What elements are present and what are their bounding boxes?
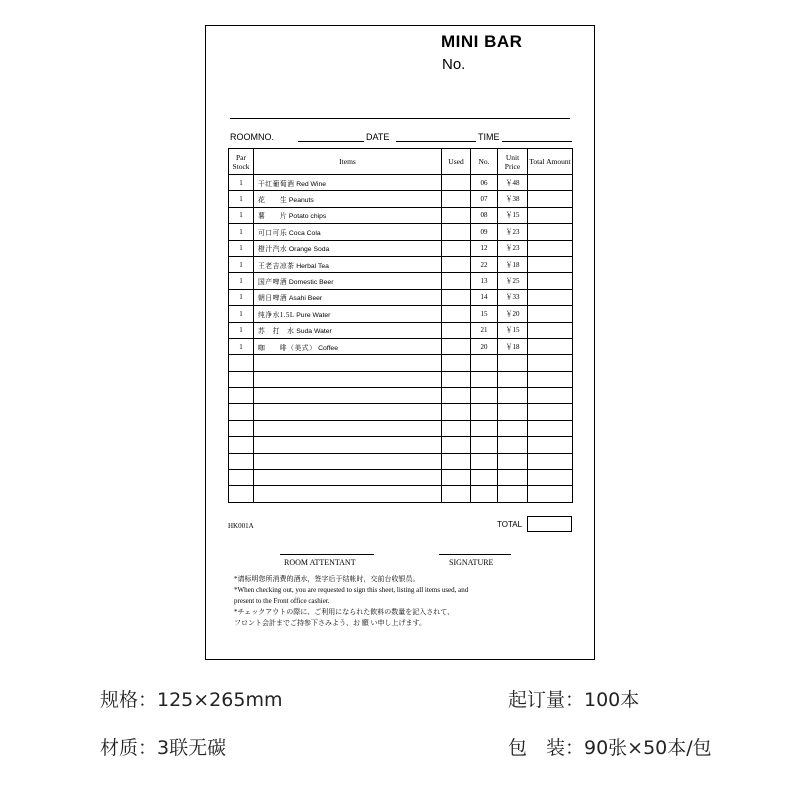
cell-used[interactable] — [442, 404, 471, 420]
cell-item[interactable] — [254, 470, 442, 486]
cell-no — [471, 355, 498, 371]
item-name-cn: 干红葡萄酒 — [258, 180, 295, 188]
cell-unit-price — [498, 453, 528, 469]
cell-unit-price — [498, 486, 528, 502]
table-row — [229, 486, 573, 502]
item-name-en: Potato chips — [288, 213, 327, 221]
note-line: *请标明您所消费的酒水，签字后于结帐时，交前台收银员。 — [234, 575, 420, 583]
item-name-cn: 可口可乐 — [258, 229, 288, 237]
minibar-form — [205, 25, 595, 660]
cell-used[interactable] — [442, 240, 471, 256]
cell-used[interactable] — [442, 338, 471, 354]
cell-unit-price: ￥48 — [498, 175, 528, 191]
cell-used[interactable] — [442, 470, 471, 486]
cell-par-stock — [229, 437, 254, 453]
cell-par-stock — [229, 486, 254, 502]
spec-size: 规格：125×265mm — [100, 689, 283, 711]
table-row — [229, 240, 573, 256]
cell-total-amount[interactable] — [528, 404, 573, 420]
table-row — [229, 191, 573, 207]
cell-total-amount[interactable] — [528, 338, 573, 354]
table-row — [229, 207, 573, 223]
cell-no: 15 — [471, 306, 498, 322]
cell-no: 07 — [471, 191, 498, 207]
cell-no — [471, 420, 498, 436]
spec-min-order: 起订量：100本 — [508, 689, 640, 711]
cell-item — [254, 207, 442, 223]
cell-used[interactable] — [442, 273, 471, 289]
cell-unit-price: ￥33 — [498, 289, 528, 305]
cell-unit-price — [498, 420, 528, 436]
cell-used[interactable] — [442, 371, 471, 387]
cell-unit-price — [498, 371, 528, 387]
cell-item[interactable] — [254, 437, 442, 453]
cell-no: 08 — [471, 207, 498, 223]
cell-unit-price: ￥18 — [498, 256, 528, 272]
cell-used[interactable] — [442, 256, 471, 272]
cell-item[interactable] — [254, 355, 442, 371]
cell-unit-price — [498, 437, 528, 453]
cell-item[interactable] — [254, 453, 442, 469]
cell-total-amount[interactable] — [528, 240, 573, 256]
note-line: *When checking out, you are requested to sign this sheet, listing all items used, and — [234, 586, 469, 594]
cell-unit-price: ￥25 — [498, 273, 528, 289]
cell-item[interactable] — [254, 420, 442, 436]
room-attendant-line — [280, 554, 374, 555]
item-name-en: Suda Water — [296, 328, 332, 336]
date-line — [396, 141, 476, 142]
cell-unit-price — [498, 388, 528, 404]
cell-item — [254, 191, 442, 207]
item-name-cn: 薯 片 — [258, 213, 288, 221]
table-header-row — [229, 149, 573, 175]
table-row — [229, 256, 573, 272]
cell-item — [254, 306, 442, 322]
cell-no — [471, 453, 498, 469]
cell-unit-price: ￥15 — [498, 322, 528, 338]
item-name-cn: 咖 啡（美式） — [258, 344, 317, 352]
cell-unit-price: ￥23 — [498, 224, 528, 240]
title-divider — [230, 118, 570, 119]
cell-no: 20 — [471, 338, 498, 354]
item-name-cn: 纯净水1.5L — [258, 311, 295, 319]
cell-par-stock: 1 — [229, 322, 254, 338]
cell-par-stock — [229, 371, 254, 387]
cell-item[interactable] — [254, 486, 442, 502]
cell-total-amount[interactable] — [528, 322, 573, 338]
item-name-en: Asahi Beer — [288, 295, 323, 303]
header-no: No. — [471, 149, 498, 175]
cell-item[interactable] — [254, 371, 442, 387]
form-title: MINI BAR — [441, 32, 523, 51]
cell-total-amount[interactable] — [528, 191, 573, 207]
time-line — [502, 141, 572, 142]
signature-line — [439, 554, 511, 555]
item-name-en: Pure Water — [296, 311, 331, 319]
cell-item — [254, 175, 442, 191]
cell-total-amount[interactable] — [528, 224, 573, 240]
cell-unit-price: ￥18 — [498, 338, 528, 354]
item-name-en: Domestic Beer — [288, 279, 334, 287]
notes-block — [234, 574, 574, 629]
items-table — [228, 148, 573, 503]
spec-material: 材质：3联无碳 — [100, 737, 227, 759]
cell-no — [471, 404, 498, 420]
table-row — [229, 371, 573, 387]
cell-used[interactable] — [442, 420, 471, 436]
time-label: TIME — [478, 132, 500, 142]
table-row — [229, 306, 573, 322]
cell-total-amount[interactable] — [528, 437, 573, 453]
item-name-cn: 国产啤酒 — [258, 279, 288, 287]
form-number-label: No. — [442, 56, 466, 73]
table-row — [229, 470, 573, 486]
cell-item — [254, 322, 442, 338]
cell-item — [254, 273, 442, 289]
cell-par-stock: 1 — [229, 338, 254, 354]
cell-item — [254, 240, 442, 256]
cell-no: 14 — [471, 289, 498, 305]
note-line: フロント会計までご持参下さみよう、お 願 い申し上げます。 — [234, 619, 426, 627]
table-row — [229, 388, 573, 404]
cell-total-amount[interactable] — [528, 388, 573, 404]
item-name-en: Peanuts — [288, 197, 314, 205]
cell-par-stock: 1 — [229, 224, 254, 240]
cell-used[interactable] — [442, 207, 471, 223]
note-line: present to the Front office cashier. — [234, 597, 330, 605]
cell-total-amount[interactable] — [528, 486, 573, 502]
cell-no: 21 — [471, 322, 498, 338]
table-row — [229, 355, 573, 371]
header-par-stock: Par Stock — [229, 149, 254, 175]
cell-unit-price: ￥23 — [498, 240, 528, 256]
cell-par-stock: 1 — [229, 306, 254, 322]
cell-item[interactable] — [254, 404, 442, 420]
table-row — [229, 404, 573, 420]
spec-packing: 包 装：90张×50本/包 — [508, 737, 712, 759]
room-attendant-label: ROOM ATTENTANT — [284, 558, 356, 567]
cell-no: 13 — [471, 273, 498, 289]
cell-no — [471, 437, 498, 453]
cell-total-amount[interactable] — [528, 273, 573, 289]
cell-used[interactable] — [442, 486, 471, 502]
table-row — [229, 224, 573, 240]
cell-unit-price — [498, 470, 528, 486]
note-line: *チェックアウトの際に、ご利用になられた飲料の数量を記入されて、 — [234, 608, 455, 616]
cell-unit-price — [498, 404, 528, 420]
cell-par-stock — [229, 388, 254, 404]
cell-par-stock: 1 — [229, 191, 254, 207]
table-row — [229, 453, 573, 469]
cell-par-stock: 1 — [229, 256, 254, 272]
header-total-amount: Total Amount — [528, 149, 573, 175]
item-name-en: Orange Soda — [288, 246, 330, 254]
cell-used[interactable] — [442, 437, 471, 453]
cell-total-amount[interactable] — [528, 207, 573, 223]
cell-item — [254, 338, 442, 354]
cell-unit-price: ￥20 — [498, 306, 528, 322]
cell-par-stock — [229, 470, 254, 486]
total-amount-box[interactable] — [527, 516, 572, 532]
signature-label: SIGNATURE — [449, 558, 494, 567]
cell-used[interactable] — [442, 224, 471, 240]
header-unit-price: Unit Price — [498, 149, 528, 175]
cell-par-stock — [229, 404, 254, 420]
cell-total-amount[interactable] — [528, 306, 573, 322]
table-row — [229, 273, 573, 289]
cell-total-amount[interactable] — [528, 175, 573, 191]
cell-total-amount[interactable] — [528, 289, 573, 305]
cell-used[interactable] — [442, 191, 471, 207]
cell-used[interactable] — [442, 388, 471, 404]
item-name-cn: 橙汁汽水 — [258, 246, 288, 254]
cell-par-stock: 1 — [229, 240, 254, 256]
cell-no — [471, 470, 498, 486]
cell-par-stock — [229, 420, 254, 436]
cell-total-amount[interactable] — [528, 355, 573, 371]
cell-used[interactable] — [442, 355, 471, 371]
total-label: TOTAL — [497, 520, 523, 529]
cell-no — [471, 371, 498, 387]
cell-par-stock: 1 — [229, 207, 254, 223]
table-row — [229, 420, 573, 436]
cell-used[interactable] — [442, 289, 471, 305]
cell-unit-price: ￥15 — [498, 207, 528, 223]
item-name-en: Coca Cola — [288, 229, 321, 237]
item-name-cn: 苏 打 水 — [258, 328, 295, 336]
cell-item[interactable] — [254, 388, 442, 404]
cell-no: 09 — [471, 224, 498, 240]
cell-par-stock: 1 — [229, 273, 254, 289]
cell-no — [471, 486, 498, 502]
cell-item — [254, 256, 442, 272]
cell-used[interactable] — [442, 453, 471, 469]
cell-total-amount[interactable] — [528, 470, 573, 486]
cell-total-amount[interactable] — [528, 420, 573, 436]
cell-unit-price — [498, 355, 528, 371]
date-label: DATE — [366, 132, 390, 142]
cell-total-amount[interactable] — [528, 453, 573, 469]
item-name-en: Red Wine — [296, 180, 327, 188]
cell-par-stock: 1 — [229, 289, 254, 305]
room-no-line — [298, 141, 364, 142]
item-name-cn: 王老吉凉茶 — [258, 262, 295, 270]
cell-total-amount[interactable] — [528, 256, 573, 272]
cell-used[interactable] — [442, 322, 471, 338]
cell-no — [471, 388, 498, 404]
table-row — [229, 338, 573, 354]
table-row — [229, 175, 573, 191]
header-items: Items — [254, 149, 442, 175]
cell-used[interactable] — [442, 175, 471, 191]
cell-no: 12 — [471, 240, 498, 256]
form-code: HK001A — [228, 522, 254, 530]
item-name-cn: 花 生 — [258, 197, 288, 205]
cell-item — [254, 289, 442, 305]
cell-item — [254, 224, 442, 240]
item-name-cn: 朝日啤酒 — [258, 295, 288, 303]
table-row — [229, 322, 573, 338]
cell-used[interactable] — [442, 306, 471, 322]
cell-par-stock — [229, 453, 254, 469]
cell-par-stock — [229, 355, 254, 371]
table-row — [229, 437, 573, 453]
header-used: Used — [442, 149, 471, 175]
cell-no: 06 — [471, 175, 498, 191]
cell-no: 22 — [471, 256, 498, 272]
cell-unit-price: ￥38 — [498, 191, 528, 207]
item-name-en: Coffee — [318, 344, 338, 352]
cell-par-stock: 1 — [229, 175, 254, 191]
table-row — [229, 289, 573, 305]
room-no-label: ROOMNO. — [230, 132, 274, 142]
item-name-en: Herbal Tea — [296, 262, 329, 270]
cell-total-amount[interactable] — [528, 371, 573, 387]
